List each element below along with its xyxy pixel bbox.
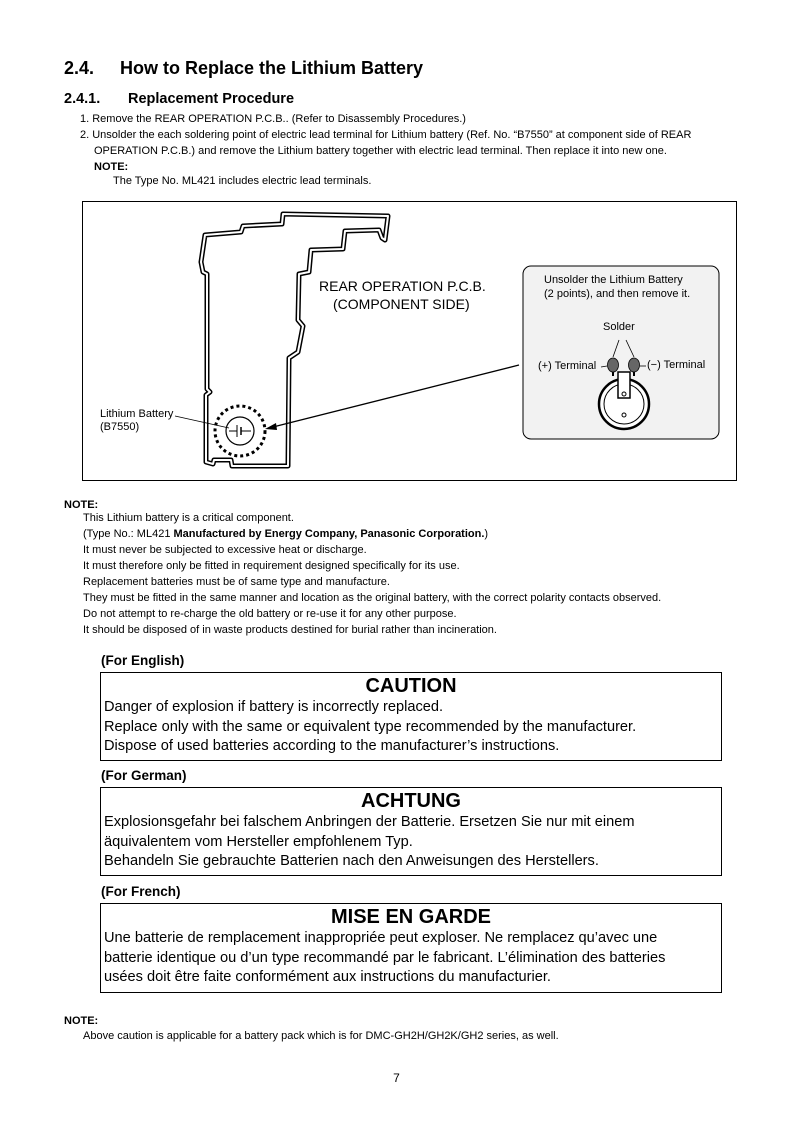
battery-leader-line: [175, 416, 229, 428]
battery-highlight-circle: [215, 406, 265, 456]
note-line-7: Do not attempt to re-charge the old battery or re-use it for any other purpose.: [83, 608, 457, 620]
note-line-1: This Lithium battery is a critical component.: [83, 512, 294, 524]
caution-title-french: MISE EN GARDE: [330, 906, 492, 928]
inset-text-line-2: (2 points), and then remove it.: [544, 288, 691, 300]
caution-line: batterie identique ou d’un type recommandé par le fabricant. L’élimination des batteries: [104, 949, 666, 966]
caution-box-english: [100, 672, 722, 761]
caution-line: Replace only with the same or equivalent type recommended by the manufacturer.: [104, 718, 637, 735]
solder-point-plus: [608, 358, 619, 372]
plus-terminal-label: (+) Terminal: [538, 360, 597, 372]
step-2-line-2: OPERATION P.C.B.) and remove the Lithium battery together with electric lead terminal. Then replace it into new one.: [94, 145, 667, 157]
pcb-outline: [201, 214, 388, 466]
note-line-5: Replacement batteries must be of same type and manufacture.: [83, 576, 390, 588]
battery-label-line-1: Lithium Battery: [100, 408, 174, 420]
caution-body-english: [101, 698, 721, 761]
note-label: NOTE:: [64, 499, 99, 511]
caution-line: Explosionsgefahr bei falschem Anbringen der Batterie. Ersetzen Sie nur mit einem: [104, 814, 635, 830]
subsection-heading: [64, 91, 294, 107]
english-label: (For English): [101, 653, 185, 668]
caution-body-german: [101, 813, 721, 876]
subsection-title: Replacement Procedure: [128, 91, 295, 107]
note-line-6: They must be fitted in the same manner and location as the original battery, with the correct polarity contacts observed.: [83, 592, 662, 604]
french-label: (For French): [101, 884, 181, 899]
german-label: (For German): [101, 768, 187, 783]
section-number: 2.4.: [64, 58, 95, 78]
solder-label: Solder: [603, 321, 635, 333]
caution-line: Une batterie de remplacement inappropriée peut exploser. Ne remplacez qu’avec une: [104, 930, 658, 946]
battery-location-figure: [82, 201, 737, 481]
final-note-text: Above caution is applicable for a battery pack which is for DMC-GH2H/GH2K/GH2 series, as well.: [83, 1030, 559, 1042]
step-1: 1. Remove the REAR OPERATION P.C.B.. (Refer to Disassembly Procedures.): [80, 113, 466, 125]
pcb-diagram: [83, 202, 738, 482]
minus-terminal-label: (−) Terminal: [647, 359, 706, 371]
caution-title-english: CAUTION: [365, 675, 457, 697]
final-note-label: NOTE:: [64, 1015, 99, 1027]
subsection-number: 2.4.1.: [64, 91, 101, 107]
caution-body-french: [101, 929, 721, 992]
note-line-8: It should be disposed of in waste products destined for burial rather than incineration.: [83, 624, 497, 636]
step-2-line-1: 2. Unsolder the each soldering point of electric lead terminal for Lithium battery (Ref. No. “B7550” at component side of REAR: [80, 129, 692, 141]
step-note-text: The Type No. ML421 includes electric lead terminals.: [113, 175, 372, 187]
caution-box-german: [100, 787, 722, 876]
caution-line: Dispose of used batteries according to the manufacturer’s instructions.: [104, 738, 560, 754]
note-line-3: It must never be subjected to excessive heat or discharge.: [83, 544, 367, 556]
solder-point-minus: [629, 358, 640, 372]
section-heading: [64, 58, 423, 79]
caution-line: Danger of explosion if battery is incorrectly replaced.: [104, 699, 444, 715]
page-number: 7: [393, 1071, 400, 1085]
battery-label-line-2: (B7550): [100, 421, 140, 433]
inset-text-line-1: Unsolder the Lithium Battery: [544, 274, 683, 286]
pointer-arrow: [269, 365, 519, 428]
note-line-4: It must therefore only be fitted in requirement designed specifically for its use.: [83, 560, 460, 572]
caution-box-french: [100, 903, 722, 993]
section-title: How to Replace the Lithium Battery: [120, 58, 424, 78]
step-note-label: NOTE:: [94, 161, 129, 173]
pcb-label-line-1: REAR OPERATION P.C.B.: [319, 278, 486, 294]
note-line-2: (Type No.: ML421 Manufactured by Energy Company, Panasonic Corporation.): [83, 528, 489, 540]
caution-line: äquivalentem vom Hersteller empfohlenem Typ.: [104, 833, 413, 850]
caution-line: Behandeln Sie gebrauchte Batterien nach den Anweisungen des Herstellers.: [104, 853, 599, 869]
caution-line: usées doit être faite conformément aux instructions du manufacturier.: [104, 969, 551, 985]
caution-title-german: ACHTUNG: [361, 790, 461, 812]
pcb-label-line-2: (COMPONENT SIDE): [333, 296, 470, 312]
